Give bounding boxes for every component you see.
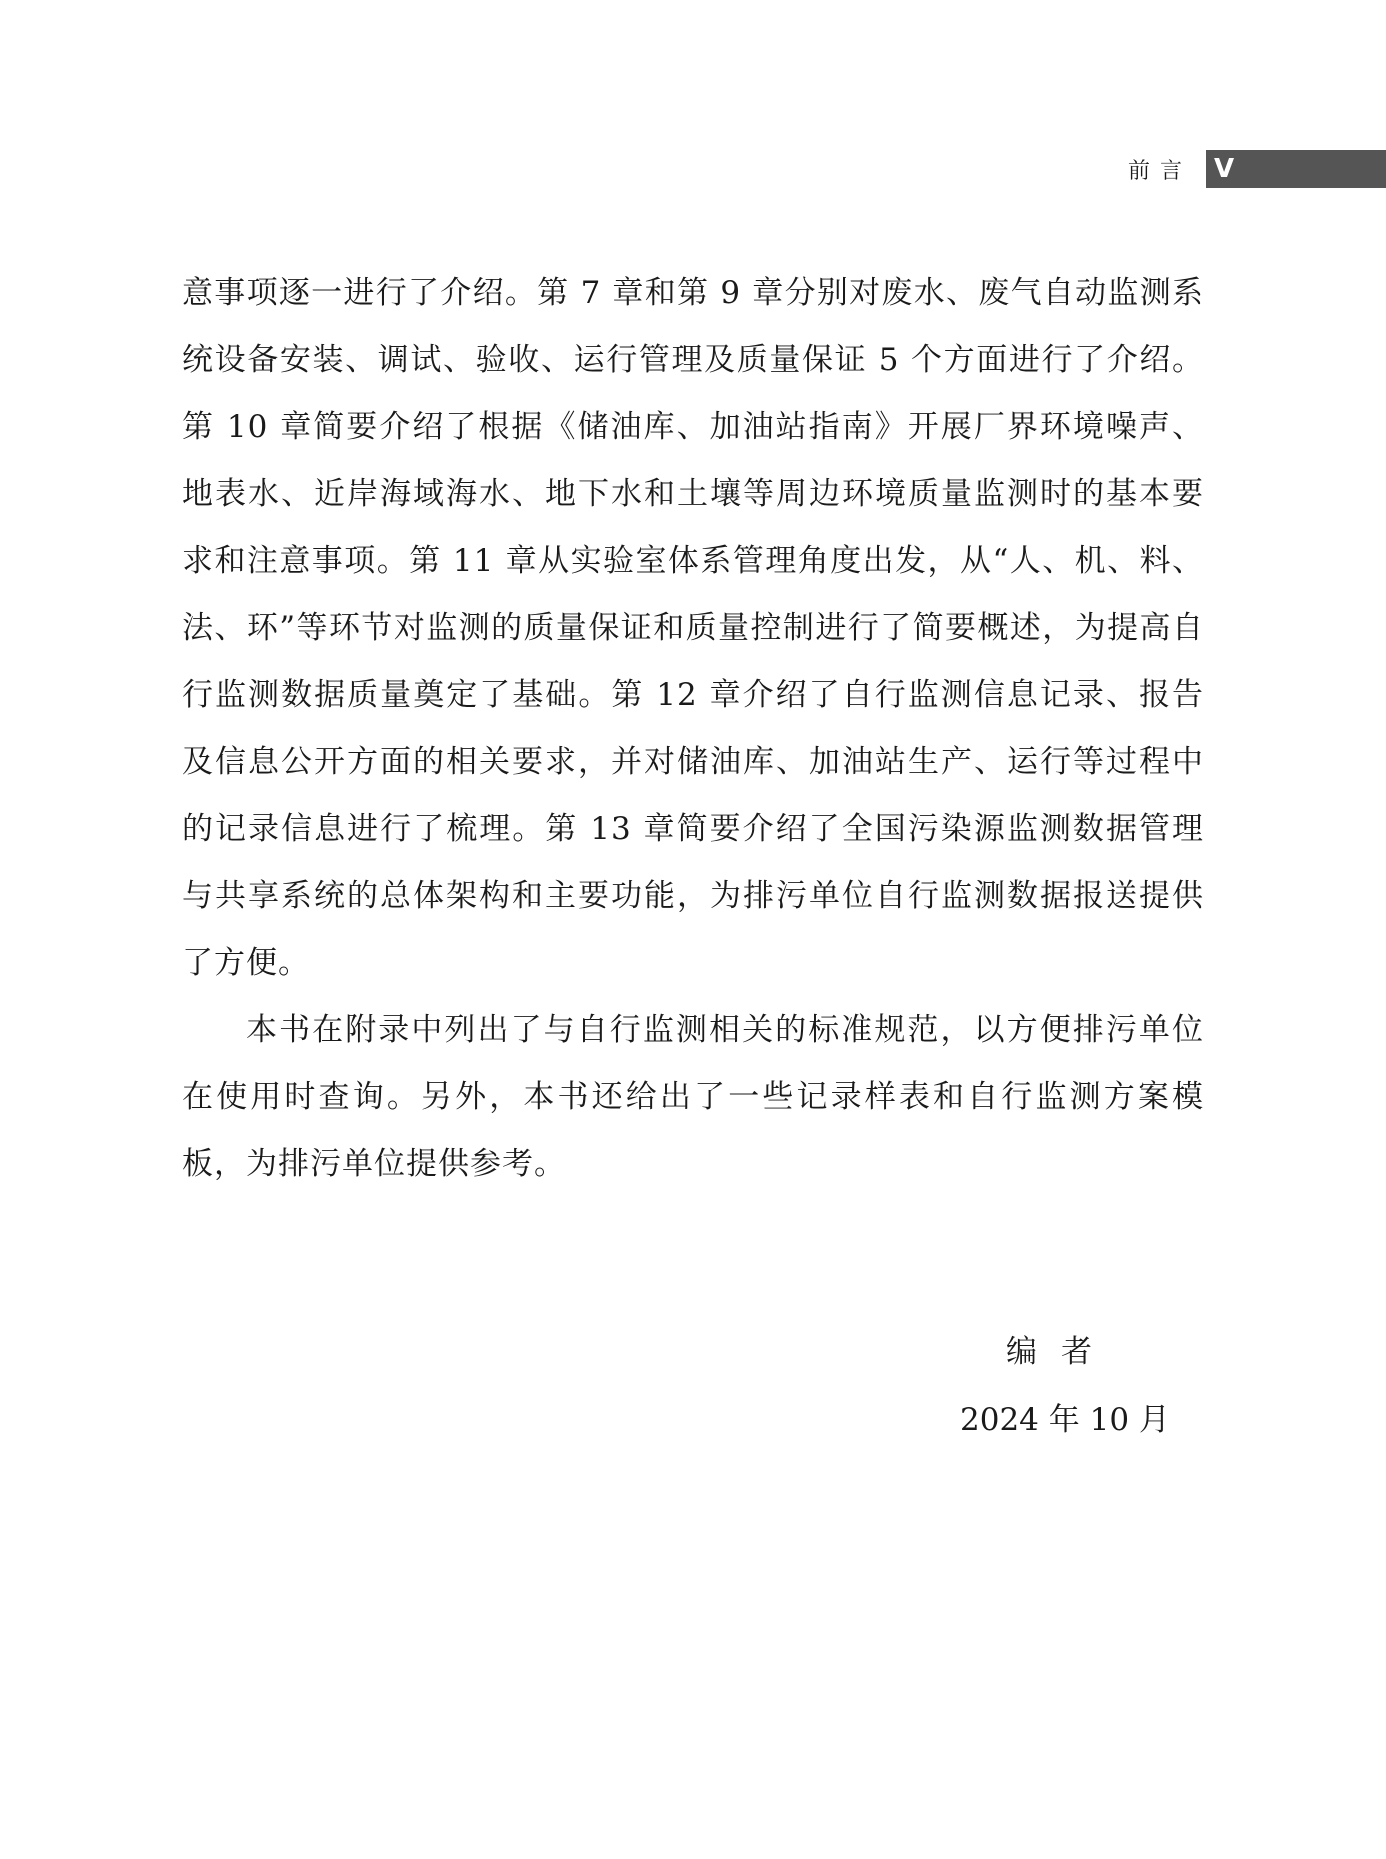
running-header: [1128, 150, 1198, 188]
body-text: [182, 260, 1204, 1198]
page-number: V: [1214, 154, 1235, 184]
page-number-tab: [1206, 150, 1386, 188]
section-label: 前言: [1128, 158, 1193, 184]
paragraph-appendix-note: 本书在附录中列出了与自行监测相关的标准规范，以方便排污单位在使用时查询。另外，本书还给出了一些记录样表和自行监测方案模板，为排污单位提供参考。: [182, 1012, 1204, 1182]
signature-date: 2024 年 10 月: [960, 1402, 1170, 1438]
signature-author: 编者: [1006, 1334, 1116, 1370]
paragraph-continuation: 意事项逐一进行了介绍。第 7 章和第 9 章分别对废水、废气自动监测系统设备安装、调试、验收、运行管理及质量保证 5 个方面进行了介绍。第 10 章简要介绍了根据《储油库、加油站指南》开展厂界环境噪声、地表水、近岸海域海水、地下水和土壤等周边环境质量监测时的基本要求和注意事项。第 11 章从实验室体系管理角度出发，从“人、机、料、法、环”等环节对监测的质量保证和质量控制进行了简要概述，为提高自行监测数据质量奠定了基础。第 12 章介绍了自行监测信息记录、报告及信息公开方面的相关要求，并对储油库、加油站生产、运行等过程中的记录信息进行了梳理。第 13 章简要介绍了全国污染源监测数据管理与共享系统的总体架构和主要功能，为排污单位自行监测数据报送提供了方便。: [182, 275, 1204, 981]
